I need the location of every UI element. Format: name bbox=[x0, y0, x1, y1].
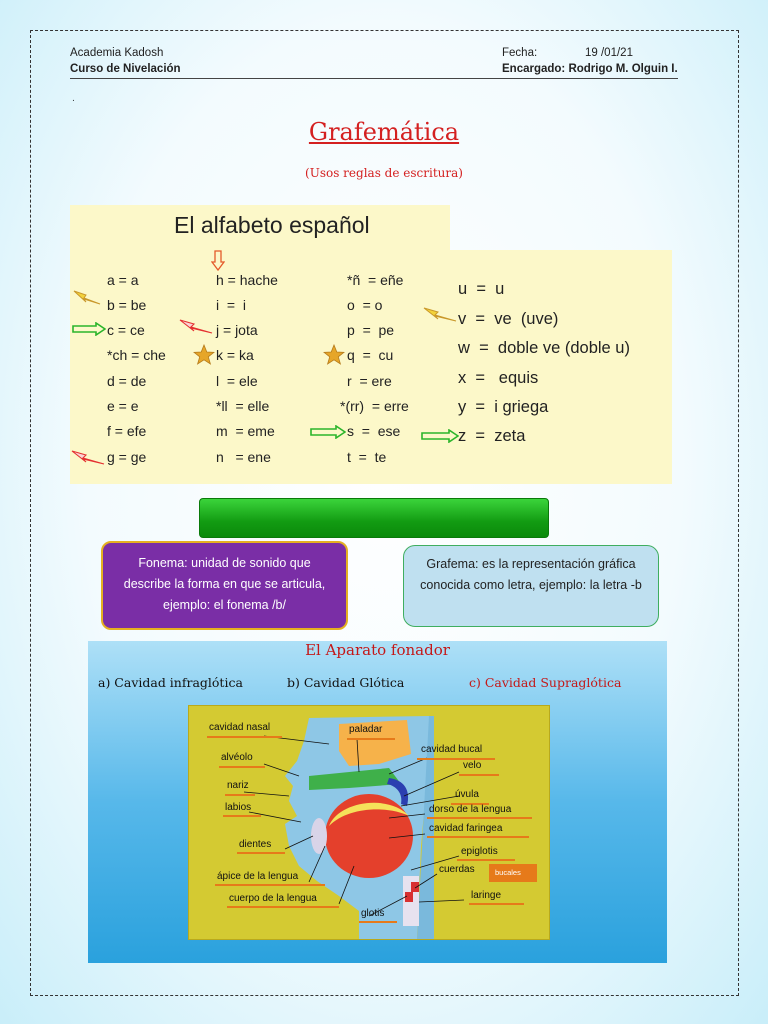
letter-u: u = u bbox=[458, 280, 505, 298]
date-value: 19 /01/21 bbox=[585, 47, 633, 59]
bolt-yellow-icon bbox=[422, 304, 458, 324]
letter-i: i = i bbox=[216, 297, 246, 313]
label-cuerpo: cuerpo de la lengua bbox=[229, 893, 317, 904]
letter-c: c = ce bbox=[107, 322, 145, 338]
letter-ll: *ll = elle bbox=[216, 398, 270, 414]
letter-k: k = ka bbox=[216, 347, 254, 363]
letter-d: d = de bbox=[107, 373, 147, 389]
school-name: Academia Kadosh bbox=[70, 47, 164, 59]
letter-rr: *(rr) = erre bbox=[340, 398, 409, 414]
page-title: Grafemática bbox=[308, 118, 460, 146]
label-epiglotis: epiglotis bbox=[461, 846, 498, 857]
letter-f: f = efe bbox=[107, 423, 147, 439]
label-nariz: nariz bbox=[227, 780, 249, 791]
label-alveolo: alvéolo bbox=[221, 752, 253, 763]
label-cavidad-bucal: cavidad bucal bbox=[421, 744, 483, 755]
letter-m: m = eme bbox=[216, 423, 275, 439]
vocal-tract-diagram bbox=[188, 705, 550, 940]
manager-name: Encargado: Rodrigo M. Olguin I. bbox=[502, 63, 678, 75]
label-cavidad-nasal: cavidad nasal bbox=[209, 722, 271, 733]
aparato-title: El Aparato fonador bbox=[305, 641, 450, 659]
stray-dot: . bbox=[72, 94, 75, 104]
letter-g: g = ge bbox=[107, 449, 147, 465]
arrow-right-icon bbox=[421, 429, 459, 443]
letter-y: y = i griega bbox=[458, 398, 549, 416]
label-laringe: laringe bbox=[471, 890, 502, 901]
letter-r: r = ere bbox=[347, 373, 392, 389]
grafema-definition: Grafema: es la representación gráfica conocida como letra, ejemplo: la letra -b bbox=[403, 545, 659, 627]
letter-x: x = equis bbox=[458, 369, 539, 387]
green-banner bbox=[199, 498, 549, 538]
label-dorso: dorso de la lengua bbox=[429, 804, 512, 815]
letter-q: q = cu bbox=[347, 347, 394, 363]
bolt-red-icon bbox=[178, 316, 214, 336]
cavity-glotica: b) Cavidad Glótica bbox=[287, 675, 405, 690]
letter-w: w = doble ve (doble u) bbox=[458, 339, 630, 357]
label-dientes: dientes bbox=[239, 839, 272, 850]
header-divider bbox=[70, 78, 678, 79]
label-bucales: bucales bbox=[495, 868, 521, 877]
cavity-infraglotica: a) Cavidad infraglótica bbox=[98, 675, 243, 690]
letter-a: a = a bbox=[107, 272, 139, 288]
letter-v: v = ve (uve) bbox=[458, 310, 559, 328]
bolt-red-icon bbox=[70, 447, 106, 467]
star-icon bbox=[323, 344, 345, 366]
cavity-supraglotica: c) Cavidad Supraglótica bbox=[469, 675, 622, 690]
fonema-definition: Fonema: unidad de sonido que describe la forma en que se articula, ejemplo: el fonema /b/ bbox=[101, 541, 348, 630]
page-subtitle: (Usos reglas de escritura) bbox=[305, 166, 463, 180]
arrow-right-icon bbox=[310, 425, 346, 439]
letter-n: n = ene bbox=[216, 449, 271, 465]
date-label: Fecha: bbox=[502, 47, 538, 59]
bolt-yellow-icon bbox=[72, 287, 102, 307]
label-glotis: glotis bbox=[361, 908, 385, 919]
letter-h: h = hache bbox=[216, 272, 278, 288]
letter-t: t = te bbox=[347, 449, 387, 465]
letter-l: l = ele bbox=[216, 373, 258, 389]
letter-s: s = ese bbox=[347, 423, 401, 439]
letter-p: p = pe bbox=[347, 322, 395, 338]
label-paladar: paladar bbox=[349, 724, 383, 735]
letter-o: o = o bbox=[347, 297, 383, 313]
arrow-down-icon bbox=[211, 250, 225, 272]
label-cuerdas: cuerdas bbox=[439, 864, 475, 875]
label-labios: labios bbox=[225, 802, 252, 813]
label-cavidad-faringea: cavidad faringea bbox=[429, 823, 503, 834]
alphabet-title: El alfabeto español bbox=[174, 212, 370, 238]
letter-enye: *ñ = eñe bbox=[347, 272, 404, 288]
letter-b: b = be bbox=[107, 297, 147, 313]
star-icon bbox=[193, 344, 215, 366]
course-name: Curso de Nivelación bbox=[70, 63, 181, 75]
label-apice: ápice de la lengua bbox=[217, 871, 299, 882]
label-velo: velo bbox=[463, 760, 482, 771]
label-uvula: úvula bbox=[455, 789, 479, 800]
letter-e: e = e bbox=[107, 398, 139, 414]
letter-ch: *ch = che bbox=[107, 347, 166, 363]
letter-j: j = jota bbox=[216, 322, 258, 338]
arrow-right-icon bbox=[72, 322, 106, 336]
letter-z: z = zeta bbox=[458, 427, 526, 445]
